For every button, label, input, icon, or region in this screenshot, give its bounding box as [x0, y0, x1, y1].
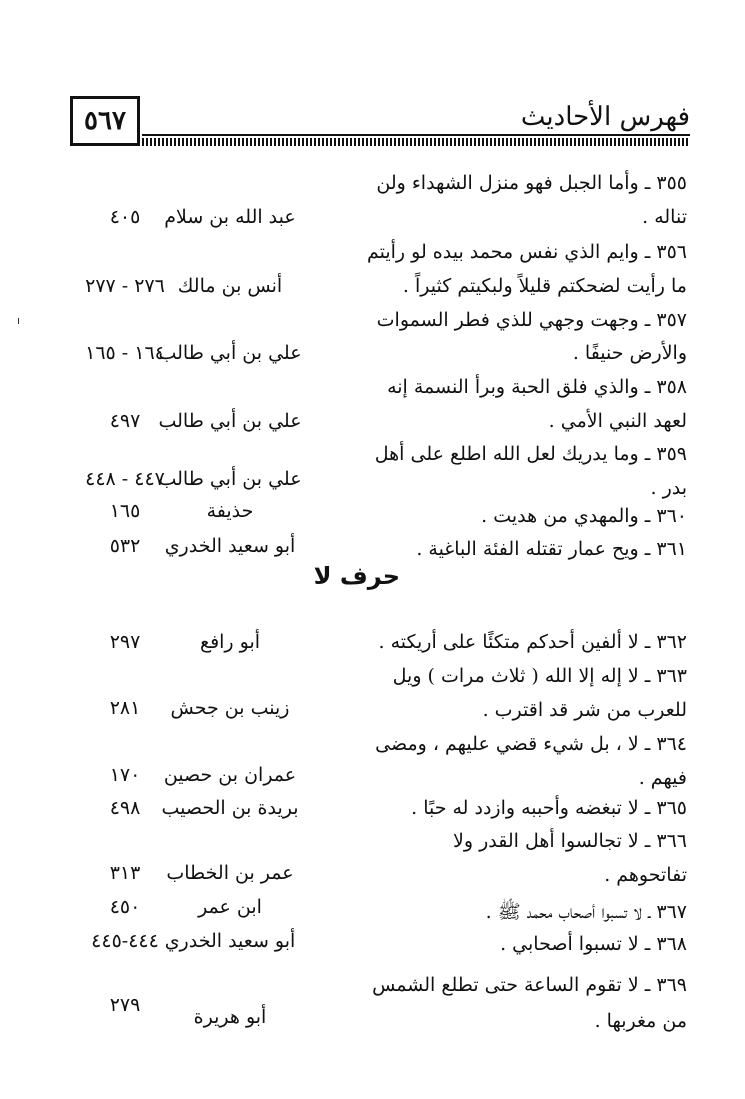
entry-pages: ١٦٥	[109, 500, 141, 522]
page-title: فهرس الأحاديث	[520, 102, 690, 132]
entry-narrator: عمر بن الخطاب	[166, 862, 294, 884]
entry-text-line: والأرض حنيفًا .	[572, 342, 687, 364]
entry-narrator: أبو هريرة	[193, 1006, 267, 1028]
entry-pages: ٢٧٦ - ٢٧٧	[85, 275, 165, 297]
entry-text-line: فيهم .	[638, 767, 687, 789]
entry-text-line: ٣٥٩ ـ وما يدريك لعل الله اطلع على أهل	[374, 443, 687, 465]
entry-text-line: ٣٦٨ ـ لا تسبوا أصحابي .	[500, 933, 687, 955]
entry-text-line: ٣٥٥ ـ وأما الجبل فهو منزل الشهداء ولن	[376, 172, 687, 194]
entry-text-line: ٣٦١ ـ ويح عمار تقتله الفئة الباغية .	[416, 538, 687, 560]
entry-text-line: ٣٦٣ ـ لا إله إلا الله ( ثلاث مرات ) ويل	[392, 665, 687, 687]
entry-narrator: زينب بن جحش	[170, 697, 290, 719]
entry-pages: ٤٩٧	[109, 410, 141, 432]
entry-pages: ١٦٤ - ١٦٥	[85, 342, 165, 364]
entry-narrator: علي بن أبي طالب	[158, 468, 302, 490]
entry-text-line: ٣٦٢ ـ لا ألفين أحدكم متكئًا على أريكته .	[378, 631, 687, 653]
entry-text-line: ٣٦٥ ـ لا تبغضه وأحببه وازدد له حبًا .	[411, 797, 687, 819]
entry-narrator: ابن عمر	[198, 896, 262, 918]
entry-pages: ٤٥٠	[109, 896, 141, 918]
entry-narrator: أبو سعيد الخدري	[164, 930, 296, 952]
entry-pages: ٢٩٧	[109, 631, 141, 653]
entry-text-line: ٣٦٤ ـ لا ، بل شيء قضي عليهم ، ومضى	[375, 733, 687, 755]
entry-narrator: علي بن أبي طالب	[158, 410, 302, 432]
entry-text-line: تناله .	[642, 206, 687, 228]
entry-text-line: بدر .	[650, 477, 687, 499]
entry-pages: ٢٨١	[109, 697, 141, 719]
entry-narrator: حذيفة	[206, 500, 254, 522]
entry-text-line: ٣٦٩ ـ لا تقوم الساعة حتى تطلع الشمس	[372, 974, 687, 996]
page-number: ٥٦٧	[70, 96, 140, 146]
entry-text-line: تفاتحوهم .	[604, 864, 687, 886]
entry-pages: ٤٩٨	[109, 797, 141, 819]
entry-text-line: ٣٦٦ ـ لا تجالسوا أهل القدر ولا	[453, 830, 687, 852]
section-title: حرف لا	[313, 562, 400, 590]
entry-pages: ٣١٣	[109, 862, 141, 884]
entry-text-line: ٣٥٨ ـ والذي فلق الحبة وبرأ النسمة إنه	[387, 376, 687, 398]
entry-narrator: أبو سعيد الخدري	[164, 535, 296, 557]
entry-text-line: ٣٦٧ ـ لا تسبوا أصحاب محمد ﷺ .	[485, 901, 687, 923]
entry-pages: ٤٠٥	[109, 206, 141, 228]
entry-narrator: أبو رافع	[199, 631, 261, 653]
entry-text-line: من مغربها .	[594, 1010, 687, 1032]
entry-pages: ٤٤٤-٤٤٥	[91, 930, 159, 952]
entry-narrator: علي بن أبي طالب	[158, 342, 302, 364]
entry-text-line: ٣٥٦ ـ وايم الذي نفس محمد بيده لو رأيتم	[366, 241, 687, 263]
entry-narrator: عبد الله بن سلام	[164, 206, 296, 228]
entry-text-line: ٣٦٠ ـ والمهدي من هديت .	[481, 505, 687, 527]
entry-pages: ١٧٠	[109, 764, 141, 786]
entry-narrator: عمران بن حصين	[163, 764, 297, 786]
entry-text-line: لعهد النبي الأمي .	[548, 410, 687, 432]
entry-pages: ٥٣٢	[109, 535, 141, 557]
entry-text-line: ٣٥٧ ـ وجهت وجهي للذي فطر السموات	[376, 309, 687, 331]
entry-narrator: بريدة بن الحصيب	[161, 797, 299, 819]
entry-pages: ٢٧٩	[109, 994, 141, 1016]
entry-text-line: للعرب من شر قد اقترب .	[482, 699, 687, 721]
entry-text-line: ما رأيت لضحكتم قليلاً ولبكيتم كثيراً .	[402, 275, 687, 297]
entry-pages: ٤٤٧ - ٤٤٨	[85, 468, 165, 490]
entry-narrator: أنس بن مالك	[177, 275, 283, 297]
